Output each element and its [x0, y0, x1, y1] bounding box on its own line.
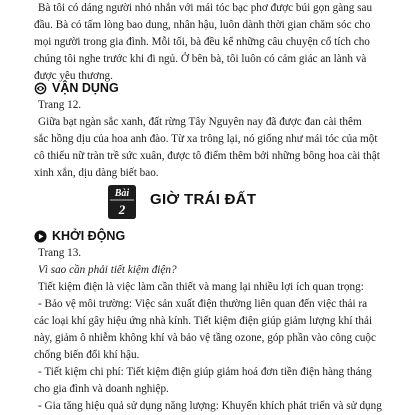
khoi-dong-line: - Bảo vệ môi trường: Việc sản xuất điện thường liên quan đến việc thải ra [38, 298, 368, 310]
van-dung-line: xinh xắn, dịu dàng biết bao. [34, 167, 159, 179]
intro-line: được yêu thương. [34, 70, 113, 82]
khoi-dong-line: - Tiết kiệm chi phí: Tiết kiệm điện giúp giảm hoá đơn tiền điện hàng tháng [38, 366, 372, 378]
section-khoi-dong-title: KHỞI ĐỘNG [52, 229, 126, 243]
intro-line: Bà tôi có dáng người nhỏ nhắn với mái tóc bạc phơ được búi gọn gàng sau [38, 2, 373, 14]
van-dung-line: cô thiếu nữ tràn trề sức xuân, được tô điểm thêm bởi những bông hoa cài thật [34, 150, 380, 162]
page-reference: Trang 13. [38, 247, 82, 259]
khoi-dong-line: này, giảm ô nhiễm không khí và bảo vệ tầng ozone, góp phần vào công cuộc [34, 332, 376, 344]
van-dung-line: sắc hồng dịu của hoa anh đào. Từ xa trông lại, nó giống như mái tóc của một [34, 133, 378, 145]
lesson-header [0, 180, 400, 224]
intro-line: đầu. Bà có tấm lòng bao dung, nhân hậu, luôn dành thời gian chăm sóc cho [34, 19, 371, 31]
khoi-dong-line: các loại khí gây hiệu ứng nhà kính. Tiết kiệm điện giúp giảm lượng khí thải [34, 315, 373, 327]
intro-line: mọi người trong gia đình. Mỗi tối, bà đều kể những câu chuyện cổ tích cho [34, 36, 370, 48]
section-khoi-dong-heading [34, 227, 125, 245]
section-van-dung-heading [34, 79, 119, 97]
question-text: Vì sao cần phải tiết kiệm điện? [38, 264, 177, 276]
play-circle-icon [34, 230, 47, 243]
lesson-badge-word: Bài [114, 188, 130, 199]
khoi-dong-line: chống biến đổi khí hậu. [34, 349, 140, 361]
ornament-icon [34, 82, 47, 95]
intro-line: chúng tôi nghe trước khi đi ngủ. Ở bên bà, tôi luôn có cảm giác an lành và [34, 53, 367, 65]
section-van-dung-title: VẬN DỤNG [52, 81, 119, 95]
khoi-dong-line: - Gia tăng hiệu quả sử dụng năng lượng: Khuyến khích phát triển và sử dụng [38, 400, 382, 412]
khoi-dong-line: Tiết kiệm điện là việc làm cần thiết và mang lại nhiều lợi ích quan trọng: [38, 281, 364, 293]
van-dung-line: Giữa bạt ngàn sắc xanh, đất rừng Tây Nguyên nay đã được đan cài thêm [38, 116, 362, 128]
page-reference: Trang 12. [38, 99, 82, 111]
khoi-dong-line: cho gia đình và doanh nghiệp. [34, 383, 169, 395]
lesson-badge-number: 2 [118, 202, 126, 217]
lesson-badge [107, 182, 137, 222]
lesson-title: GIỜ TRÁI ĐẤT [150, 191, 257, 208]
